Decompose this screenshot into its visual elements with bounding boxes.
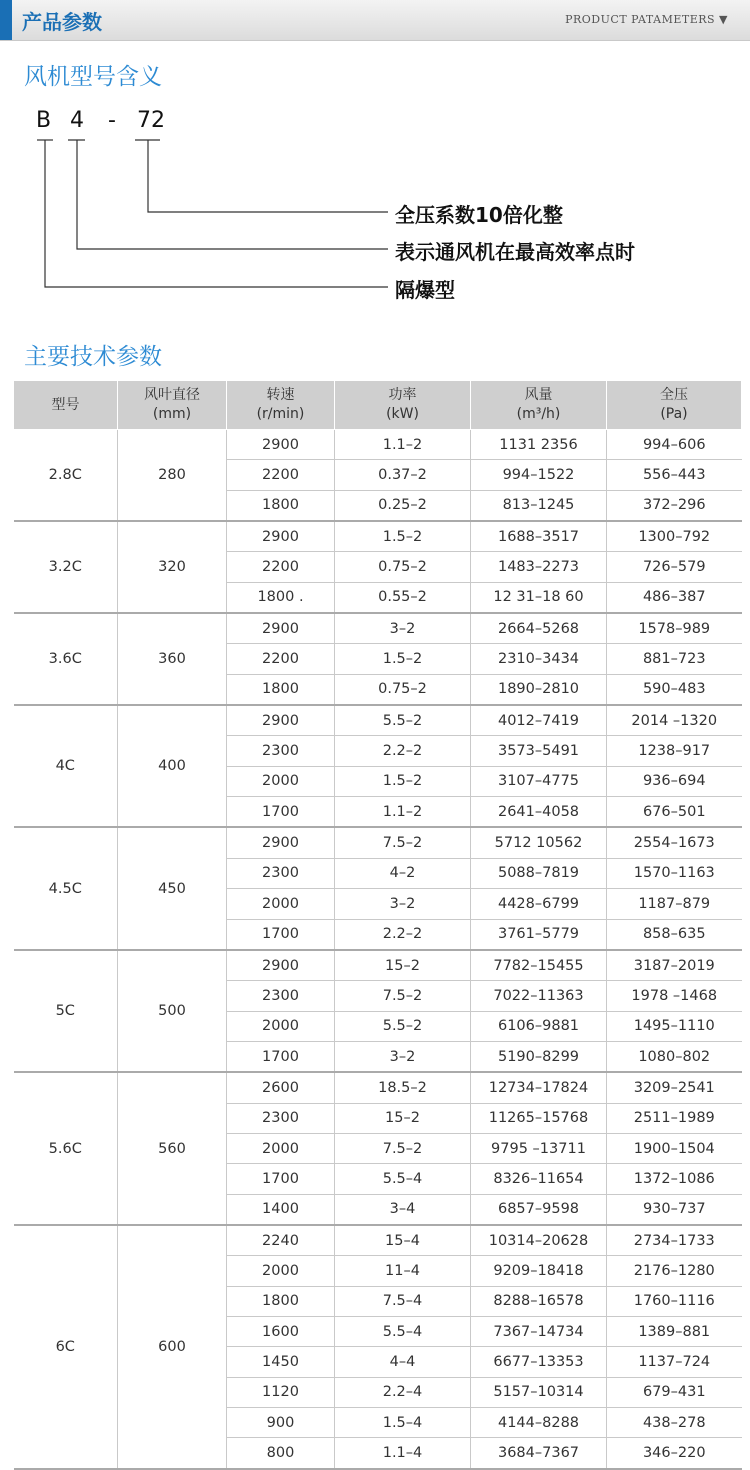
cell-power: 7.5–2 xyxy=(335,981,471,1011)
cell-speed: 1700 xyxy=(227,797,335,828)
cell-airflow: 5157–10314 xyxy=(471,1377,607,1407)
cell-airflow: 1483–2273 xyxy=(471,552,607,582)
header-pressure: 全压 (Pa) xyxy=(607,381,742,430)
header-speed: 转速 (r/min) xyxy=(227,381,335,430)
cell-speed: 1450 xyxy=(227,1347,335,1377)
cell-model: 4.5C xyxy=(14,827,118,949)
tech-params-title: 主要技术参数 xyxy=(24,344,162,370)
cell-power: 1.1–4 xyxy=(335,1438,471,1469)
cell-power: 7.5–2 xyxy=(335,1133,471,1163)
cell-pressure: 994–606 xyxy=(607,430,742,460)
cell-airflow: 6106–9881 xyxy=(471,1011,607,1041)
cell-speed: 2000 xyxy=(227,766,335,796)
cell-airflow: 9795 –13711 xyxy=(471,1133,607,1163)
cell-speed: 2000 xyxy=(227,1011,335,1041)
cell-power: 1.5–4 xyxy=(335,1408,471,1438)
cell-airflow: 1688–3517 xyxy=(471,521,607,552)
cell-diameter: 360 xyxy=(118,613,227,705)
cell-power: 15–2 xyxy=(335,1103,471,1133)
model-meaning-connector-lines xyxy=(0,0,750,330)
cell-speed: 1400 xyxy=(227,1194,335,1225)
cell-pressure: 1578–989 xyxy=(607,613,742,644)
cell-power: 0.37–2 xyxy=(335,460,471,490)
spec-table xyxy=(13,380,742,1470)
meaning-efficiency-point: 表示通风机在最高效率点时 xyxy=(395,240,635,264)
cell-speed: 1700 xyxy=(227,919,335,950)
header-model: 型号 xyxy=(14,381,118,430)
cell-power: 1.5–2 xyxy=(335,644,471,674)
cell-model: 6C xyxy=(14,1225,118,1469)
cell-power: 3–4 xyxy=(335,1194,471,1225)
cell-speed: 1800 xyxy=(227,1286,335,1316)
meaning-pressure-coefficient: 全压系数10倍化整 xyxy=(395,203,563,227)
cell-pressure: 1080–802 xyxy=(607,1041,742,1072)
cell-pressure: 1187–879 xyxy=(607,889,742,919)
cell-speed: 1800 xyxy=(227,674,335,705)
cell-airflow: 2664–5268 xyxy=(471,613,607,644)
cell-pressure: 726–579 xyxy=(607,552,742,582)
header-diameter: 风叶直径 (mm) xyxy=(118,381,227,430)
cell-airflow: 994–1522 xyxy=(471,460,607,490)
cell-power: 2.2–4 xyxy=(335,1377,471,1407)
code-part-72: 72 xyxy=(137,108,165,133)
cell-speed: 2000 xyxy=(227,1133,335,1163)
cell-power: 4–2 xyxy=(335,858,471,888)
cell-diameter: 500 xyxy=(118,950,227,1072)
cell-speed: 2200 xyxy=(227,552,335,582)
cell-pressure: 1300–792 xyxy=(607,521,742,552)
cell-power: 11–4 xyxy=(335,1256,471,1286)
cell-airflow: 4428–6799 xyxy=(471,889,607,919)
cell-airflow: 5712 10562 xyxy=(471,827,607,858)
header-title: 产品参数 xyxy=(22,10,102,34)
cell-pressure: 858–635 xyxy=(607,919,742,950)
table-row xyxy=(14,430,742,460)
cell-pressure: 1372–1086 xyxy=(607,1164,742,1194)
cell-airflow: 2641–4058 xyxy=(471,797,607,828)
cell-pressure: 1137–724 xyxy=(607,1347,742,1377)
cell-speed: 2300 xyxy=(227,981,335,1011)
cell-power: 7.5–2 xyxy=(335,827,471,858)
cell-power: 15–4 xyxy=(335,1225,471,1256)
cell-airflow: 7782–15455 xyxy=(471,950,607,981)
cell-pressure: 679–431 xyxy=(607,1377,742,1407)
cell-pressure: 3187–2019 xyxy=(607,950,742,981)
cell-airflow: 3573–5491 xyxy=(471,736,607,766)
cell-airflow: 12734–17824 xyxy=(471,1072,607,1103)
cell-speed: 2300 xyxy=(227,736,335,766)
cell-speed: 2300 xyxy=(227,1103,335,1133)
cell-airflow: 4012–7419 xyxy=(471,705,607,736)
cell-power: 4–4 xyxy=(335,1347,471,1377)
cell-airflow: 2310–3434 xyxy=(471,644,607,674)
cell-pressure: 1238–917 xyxy=(607,736,742,766)
cell-pressure: 372–296 xyxy=(607,490,742,521)
cell-power: 0.75–2 xyxy=(335,674,471,705)
cell-power: 1.5–2 xyxy=(335,766,471,796)
cell-airflow: 8288–16578 xyxy=(471,1286,607,1316)
cell-airflow: 9209–18418 xyxy=(471,1256,607,1286)
cell-diameter: 450 xyxy=(118,827,227,949)
cell-airflow: 7367–14734 xyxy=(471,1316,607,1346)
cell-power: 0.25–2 xyxy=(335,490,471,521)
cell-speed: 2200 xyxy=(227,644,335,674)
cell-speed: 1600 xyxy=(227,1316,335,1346)
cell-speed: 1120 xyxy=(227,1377,335,1407)
cell-pressure: 2176–1280 xyxy=(607,1256,742,1286)
cell-model: 3.2C xyxy=(14,521,118,613)
header-power: 功率 (kW) xyxy=(335,381,471,430)
cell-power: 7.5–4 xyxy=(335,1286,471,1316)
cell-pressure: 2734–1733 xyxy=(607,1225,742,1256)
cell-power: 1.5–2 xyxy=(335,521,471,552)
cell-airflow: 3107–4775 xyxy=(471,766,607,796)
cell-speed: 2240 xyxy=(227,1225,335,1256)
cell-airflow: 8326–11654 xyxy=(471,1164,607,1194)
cell-speed: 800 xyxy=(227,1438,335,1469)
table-row xyxy=(14,1225,742,1256)
cell-speed: 900 xyxy=(227,1408,335,1438)
cell-pressure: 676–501 xyxy=(607,797,742,828)
header-subtitle: PRODUCT PATAMETERS ▼ xyxy=(565,13,728,26)
table-row xyxy=(14,1072,742,1103)
cell-airflow: 12 31–18 60 xyxy=(471,582,607,613)
cell-airflow: 6677–13353 xyxy=(471,1347,607,1377)
cell-airflow: 5088–7819 xyxy=(471,858,607,888)
cell-speed: 2000 xyxy=(227,889,335,919)
cell-speed: 1800 xyxy=(227,490,335,521)
cell-pressure: 1760–1116 xyxy=(607,1286,742,1316)
table-header-row xyxy=(14,381,742,430)
cell-speed: 2600 xyxy=(227,1072,335,1103)
cell-pressure: 438–278 xyxy=(607,1408,742,1438)
cell-pressure: 881–723 xyxy=(607,644,742,674)
cell-model: 3.6C xyxy=(14,613,118,705)
spec-table-body xyxy=(14,430,742,1469)
meaning-explosion-proof: 隔爆型 xyxy=(395,278,455,302)
cell-pressure: 2511–1989 xyxy=(607,1103,742,1133)
cell-pressure: 1900–1504 xyxy=(607,1133,742,1163)
cell-power: 3–2 xyxy=(335,1041,471,1072)
header-airflow: 风量 (m³/h) xyxy=(471,381,607,430)
cell-model: 5C xyxy=(14,950,118,1072)
code-part-b: B xyxy=(36,108,52,133)
cell-power: 5.5–2 xyxy=(335,1011,471,1041)
cell-power: 0.55–2 xyxy=(335,582,471,613)
cell-pressure: 486–387 xyxy=(607,582,742,613)
cell-airflow: 813–1245 xyxy=(471,490,607,521)
cell-pressure: 3209–2541 xyxy=(607,1072,742,1103)
cell-airflow: 5190–8299 xyxy=(471,1041,607,1072)
cell-pressure: 930–737 xyxy=(607,1194,742,1225)
cell-pressure: 2554–1673 xyxy=(607,827,742,858)
cell-diameter: 280 xyxy=(118,430,227,522)
cell-airflow: 7022–11363 xyxy=(471,981,607,1011)
cell-diameter: 400 xyxy=(118,705,227,827)
cell-power: 1.1–2 xyxy=(335,430,471,460)
cell-airflow: 3761–5779 xyxy=(471,919,607,950)
cell-speed: 2900 xyxy=(227,950,335,981)
cell-speed: 2900 xyxy=(227,430,335,460)
cell-diameter: 560 xyxy=(118,1072,227,1225)
table-row xyxy=(14,705,742,736)
cell-airflow: 6857–9598 xyxy=(471,1194,607,1225)
cell-model: 2.8C xyxy=(14,430,118,522)
cell-model: 4C xyxy=(14,705,118,827)
cell-model: 5.6C xyxy=(14,1072,118,1225)
code-part-4: 4 xyxy=(70,108,84,133)
cell-speed: 2900 xyxy=(227,827,335,858)
cell-airflow: 1890–2810 xyxy=(471,674,607,705)
cell-diameter: 320 xyxy=(118,521,227,613)
cell-airflow: 11265–15768 xyxy=(471,1103,607,1133)
cell-power: 15–2 xyxy=(335,950,471,981)
table-row xyxy=(14,613,742,644)
cell-airflow: 1131 2356 xyxy=(471,430,607,460)
cell-power: 2.2–2 xyxy=(335,736,471,766)
cell-power: 5.5–2 xyxy=(335,705,471,736)
cell-speed: 1800 . xyxy=(227,582,335,613)
cell-pressure: 936–694 xyxy=(607,766,742,796)
cell-pressure: 346–220 xyxy=(607,1438,742,1469)
cell-pressure: 1389–881 xyxy=(607,1316,742,1346)
cell-airflow: 4144–8288 xyxy=(471,1408,607,1438)
cell-pressure: 2014 –1320 xyxy=(607,705,742,736)
cell-airflow: 10314–20628 xyxy=(471,1225,607,1256)
cell-speed: 2900 xyxy=(227,613,335,644)
cell-speed: 2200 xyxy=(227,460,335,490)
cell-speed: 2300 xyxy=(227,858,335,888)
cell-speed: 1700 xyxy=(227,1164,335,1194)
cell-pressure: 556–443 xyxy=(607,460,742,490)
cell-speed: 2000 xyxy=(227,1256,335,1286)
cell-power: 3–2 xyxy=(335,613,471,644)
cell-speed: 2900 xyxy=(227,521,335,552)
cell-pressure: 1570–1163 xyxy=(607,858,742,888)
cell-power: 0.75–2 xyxy=(335,552,471,582)
cell-pressure: 590–483 xyxy=(607,674,742,705)
cell-power: 5.5–4 xyxy=(335,1164,471,1194)
table-row xyxy=(14,827,742,858)
cell-diameter: 600 xyxy=(118,1225,227,1469)
table-row xyxy=(14,950,742,981)
cell-power: 3–2 xyxy=(335,889,471,919)
cell-airflow: 3684–7367 xyxy=(471,1438,607,1469)
cell-pressure: 1978 –1468 xyxy=(607,981,742,1011)
cell-pressure: 1495–1110 xyxy=(607,1011,742,1041)
cell-power: 1.1–2 xyxy=(335,797,471,828)
code-part-dash: - xyxy=(108,108,116,133)
cell-speed: 1700 xyxy=(227,1041,335,1072)
cell-speed: 2900 xyxy=(227,705,335,736)
model-meaning-title: 风机型号含义 xyxy=(24,64,162,90)
cell-power: 5.5–4 xyxy=(335,1316,471,1346)
cell-power: 2.2–2 xyxy=(335,919,471,950)
table-row xyxy=(14,521,742,552)
cell-power: 18.5–2 xyxy=(335,1072,471,1103)
